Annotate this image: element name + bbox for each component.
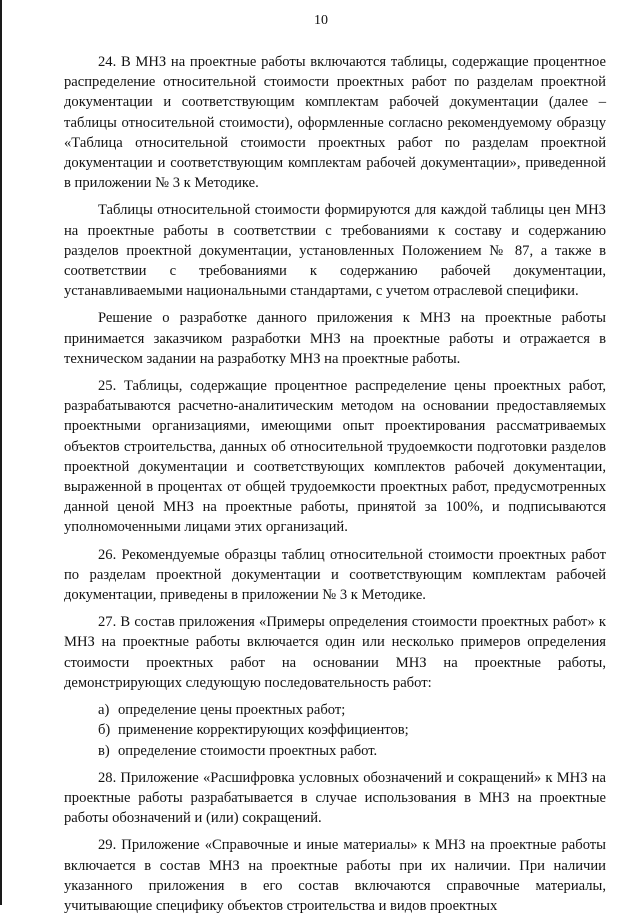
paragraph-29: 29. Приложение «Справочные и иные материалы» к МНЗ на проектные работы включается в состав МНЗ на проектные работы при их наличии. При наличии указанного приложения в его состав включаются справочные материалы, учитывающие специфику объектов строительства и видов проектных [64,837,606,914]
list-item-text: определение цены проектных работ; [118,702,346,719]
list-item [64,741,606,761]
paragraph-decision: Решение о разработке данного приложения к МНЗ на проектные работы принимается заказчиком разработки МНЗ на проектные работы и отражается в техническом задании на разработку МНЗ на проектные работы. [64,310,606,367]
list-item [64,720,606,740]
list-marker: а) [98,702,110,719]
steps-list [64,700,606,761]
list-item-text: определение стоимости проектных работ. [118,742,378,759]
paragraph-tables-formation: Таблицы относительной стоимости формируются для каждой таблицы цен МНЗ на проектные работы в соответствии с требованиями к составу и содержанию разделов проектной документации, установленных Положением № 87, а также в соответствии с требованиями к содержанию рабочей документации, устанавливаемыми национальными стандартами, с учетом отраслевой специфики. [64,202,606,300]
paragraph-24: 24. В МНЗ на проектные работы включаются таблицы, содержащие процентное распределение относительной стоимости проектных работ по разделам проектной документации и соответствующим комплектам рабочей документации (далее – таблицы относительной стоимости), оформленные согласно рекомендуемому образцу «Таблица относительной стоимости проектных работ по разделам проектной документации и соответствующим комплектам рабочей документации», приведенной в приложении № 3 к Методике. [64,54,606,192]
page-body [64,52,606,923]
list-item [64,700,606,720]
list-item-text: применение корректирующих коэффициентов; [118,722,409,739]
paragraph-28: 28. Приложение «Расшифровка условных обозначений и сокращений» к МНЗ на проектные работы разрабатывается в случае использования в МНЗ на проектные работы обозначений и (или) сокращений. [64,769,606,827]
list-marker: б) [98,722,111,739]
list-marker: в) [98,742,110,759]
paragraph-26: 26. Рекомендуемые образцы таблиц относительной стоимости проектных работ по разделам проектной документации и соответствующим комплектам рабочей документации, приведены в приложении № 3 к Методике. [64,546,606,604]
page-number: 10 [314,13,328,28]
paragraph-25: 25. Таблицы, содержащие процентное распределение цены проектных работ, разрабатываются расчетно-аналитическим методом на основании предоставляемых проектными организациями, имеющими опыт проектирования рассматриваемых объектов строительства, данных об относительной трудоемкости подготовки разделов проектной документации и соответствующих комплектов рабочей документации, выраженной в процентах от общей трудоемкости проектных работ, предусмотренных данной ценой МНЗ на проектные работы, принятой за 100%, и подписываются уполномоченными лицами этих организаций. [64,378,606,536]
paragraph-27: 27. В состав приложения «Примеры определения стоимости проектных работ» к МНЗ на проектные работы включается один или несколько примеров определения стоимости проектных работ на основании МНЗ на проектные работы, демонстрирующих следующую последовательность работ: [64,614,606,691]
